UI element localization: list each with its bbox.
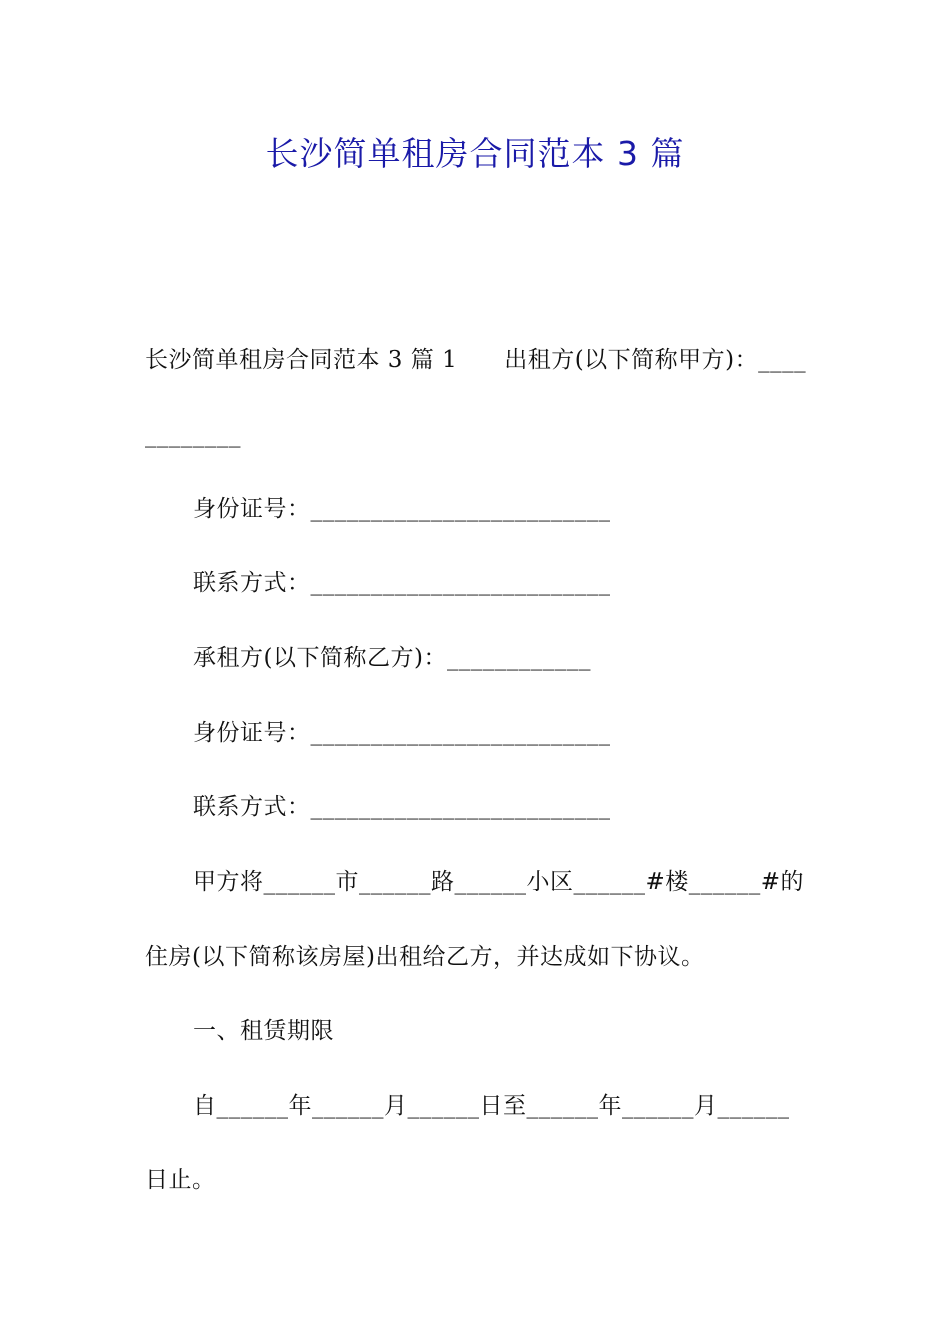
property-address-line: 甲方将______市______路______小区______#楼______#的 bbox=[193, 869, 805, 895]
lessee-line: 承租方(以下简称乙方)：____________ bbox=[193, 645, 591, 671]
lessor-contact: 联系方式：_________________________ bbox=[193, 570, 611, 596]
property-description-line: 住房(以下简称该房屋)出租给乙方，并达成如下协议。 bbox=[145, 944, 705, 970]
lessor-blank-continued: ________ bbox=[145, 422, 241, 448]
document-title: 长沙简单租房合同范本 3 篇 bbox=[265, 134, 685, 173]
lessee-id-number: 身份证号：_________________________ bbox=[193, 720, 611, 746]
lease-term-line: 自______年______月______日至______年______月______ bbox=[193, 1093, 790, 1119]
lessor-line: 长沙简单租房合同范本 3 篇 1 出租方(以下简称甲方)：____ bbox=[145, 347, 807, 373]
lessor-id-number: 身份证号：_________________________ bbox=[193, 496, 611, 522]
section-heading-lease-term: 一、租赁期限 bbox=[193, 1018, 334, 1044]
lessee-contact: 联系方式：_________________________ bbox=[193, 794, 611, 820]
lease-term-end-line: 日止。 bbox=[145, 1167, 216, 1193]
